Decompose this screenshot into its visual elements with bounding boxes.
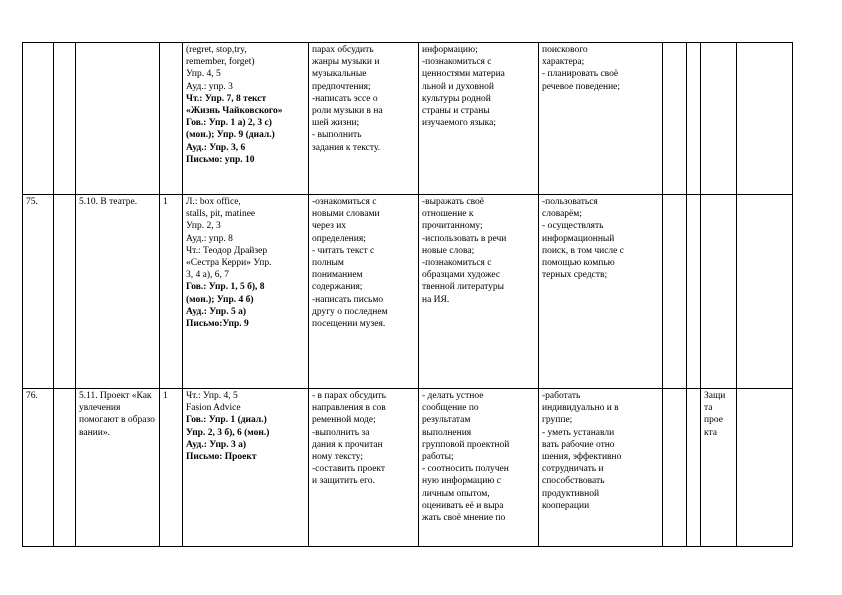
cell-personal-results bbox=[419, 389, 539, 547]
material-line: Чт.: Упр. 4, 5 bbox=[186, 391, 238, 401]
cell-line: информационный bbox=[542, 233, 615, 244]
table-row bbox=[23, 195, 793, 389]
material-line: Л.: box office, bbox=[186, 197, 241, 207]
material-line: Fasion Advice bbox=[186, 403, 241, 414]
cell-line: Защи bbox=[704, 391, 726, 401]
cell-personal-results bbox=[419, 195, 539, 389]
cell-material bbox=[183, 389, 309, 547]
cell-text: 1 bbox=[163, 391, 168, 401]
cell-line: кооперации bbox=[542, 500, 590, 511]
cell-line: культуры родной bbox=[422, 93, 491, 104]
cell-line: оценивать её и выра bbox=[422, 500, 504, 511]
cell-line: ценностями материа bbox=[422, 69, 505, 80]
material-line: (regret, stop,try, bbox=[186, 45, 247, 55]
cell-line: - выполнить bbox=[312, 130, 362, 141]
cell-meta-results bbox=[539, 43, 663, 195]
cell-line: выполнения bbox=[422, 427, 472, 438]
material-line: Гов.: Упр. 1, 5 б), 8 bbox=[186, 282, 265, 293]
cell-line: ному тексту; bbox=[312, 452, 364, 463]
cell-line: - делать устное bbox=[422, 391, 484, 401]
cell-blank bbox=[687, 43, 701, 195]
cell-line: направления в сов bbox=[312, 403, 386, 414]
cell-blank bbox=[687, 195, 701, 389]
cell-line: содержания; bbox=[312, 282, 363, 293]
cell-line: 5.11. Проект «Как bbox=[79, 391, 152, 401]
cell-line: помогают в образо bbox=[79, 415, 155, 426]
cell-line: -пользоваться bbox=[542, 197, 598, 207]
cell-line: вании». bbox=[79, 427, 110, 438]
table-body bbox=[23, 43, 793, 547]
cell-line: речевое поведение; bbox=[542, 81, 621, 92]
cell-line: кта bbox=[704, 427, 717, 438]
cell-personal-results bbox=[419, 43, 539, 195]
cell-line: прочитанному; bbox=[422, 221, 483, 232]
cell-line: -выполнить за bbox=[312, 427, 370, 438]
cell-line: парах обсудить bbox=[312, 45, 374, 55]
material-line: Письмо: упр. 10 bbox=[186, 154, 255, 165]
cell-control bbox=[701, 195, 737, 389]
cell-topic bbox=[76, 195, 160, 389]
cell-line: личным опытом, bbox=[422, 488, 490, 499]
cell-line: новые слова; bbox=[422, 245, 475, 256]
cell-line: полным bbox=[312, 258, 344, 269]
cell-line: -выражать своё bbox=[422, 197, 484, 207]
cell-line: страны и страны bbox=[422, 106, 490, 117]
material-line: Гов.: Упр. 1 а) 2, 3 с) bbox=[186, 118, 272, 129]
cell-material bbox=[183, 195, 309, 389]
material-line: Ауд.: Упр. 3 а) bbox=[186, 439, 246, 450]
material-line: «Сестра Керри» Упр. bbox=[186, 258, 272, 269]
cell-line: продуктивной bbox=[542, 488, 600, 499]
material-line: Ауд.: упр. 3 bbox=[186, 81, 233, 92]
cell-hours bbox=[160, 43, 183, 195]
table-row bbox=[23, 43, 793, 195]
cell-blank bbox=[737, 43, 793, 195]
cell-line: образцами художес bbox=[422, 270, 501, 281]
cell-line: на ИЯ. bbox=[422, 294, 450, 305]
cell-line: результатам bbox=[422, 415, 471, 426]
cell-line: другу о последнем bbox=[312, 306, 388, 317]
material-line: Ауд.: упр. 8 bbox=[186, 233, 233, 244]
cell-line: -познакомиться с bbox=[422, 57, 492, 68]
cell-line: та bbox=[704, 403, 713, 414]
cell-subject-results bbox=[309, 389, 419, 547]
cell-line: работы; bbox=[422, 452, 454, 463]
cell-number bbox=[23, 389, 54, 547]
material-line: Упр. 2, 3 bbox=[186, 221, 221, 232]
cell-line: твенной литературы bbox=[422, 282, 504, 293]
cell-line: 5.10. В театре. bbox=[79, 197, 138, 207]
cell-line: - читать текст с bbox=[312, 245, 375, 256]
cell-blank bbox=[54, 43, 76, 195]
material-line: stalls, pit, matinee bbox=[186, 209, 256, 220]
cell-line: -использовать в речи bbox=[422, 233, 507, 244]
cell-line: льной и духовной bbox=[422, 81, 494, 92]
cell-line: - в парах обсудить bbox=[312, 391, 387, 401]
cell-line: и защитить его. bbox=[312, 476, 375, 487]
cell-subject-results bbox=[309, 195, 419, 389]
cell-number bbox=[23, 195, 54, 389]
cell-line: информацию; bbox=[422, 45, 478, 55]
material-line: remember, forget) bbox=[186, 57, 255, 68]
cell-line: поискового bbox=[542, 45, 588, 55]
cell-topic bbox=[76, 389, 160, 547]
cell-line: индивидуально и в bbox=[542, 403, 619, 414]
cell-meta-results bbox=[539, 195, 663, 389]
cell-line: групповой проектной bbox=[422, 439, 510, 450]
cell-line: определения; bbox=[312, 233, 366, 244]
cell-line: характера; bbox=[542, 57, 585, 68]
cell-line: увлечения bbox=[79, 403, 121, 414]
lesson-plan-table bbox=[22, 42, 793, 547]
cell-line: отношение к bbox=[422, 209, 474, 220]
cell-line: -работать bbox=[542, 391, 581, 401]
cell-line: пониманием bbox=[312, 270, 363, 281]
cell-control bbox=[701, 43, 737, 195]
cell-line: через их bbox=[312, 221, 347, 232]
material-line: Чт.: Теодор Драйзер bbox=[186, 245, 268, 256]
material-line: Гов.: Упр. 1 (диал.) bbox=[186, 415, 267, 426]
cell-topic bbox=[76, 43, 160, 195]
cell-line: сотрудничать и bbox=[542, 464, 604, 475]
material-line: Упр. 2, 3 б), 6 (мон.) bbox=[186, 427, 270, 438]
material-line: «Жизнь Чайковского» bbox=[186, 106, 283, 117]
cell-line: шения, эффективно bbox=[542, 452, 622, 463]
cell-line: -написать письмо bbox=[312, 294, 384, 305]
cell-line: шей жизни; bbox=[312, 118, 360, 129]
material-line: 3, 4 а), 6, 7 bbox=[186, 270, 230, 281]
cell-line: способствовать bbox=[542, 476, 605, 487]
material-line: (мон.); Упр. 4 б) bbox=[186, 294, 254, 305]
cell-line: - осуществлять bbox=[542, 221, 604, 232]
cell-line: поиск, в том числе с bbox=[542, 245, 624, 256]
cell-line: терных средств; bbox=[542, 270, 608, 281]
material-line: Ауд.: Упр. 5 а) bbox=[186, 306, 246, 317]
material-line: Ауд.: Упр. 3, 6 bbox=[186, 142, 246, 153]
cell-line: ную информацию с bbox=[422, 476, 502, 487]
cell-number bbox=[23, 43, 54, 195]
cell-line: жанры музыки и bbox=[312, 57, 380, 68]
cell-material bbox=[183, 43, 309, 195]
cell-line: жать своё мнение по bbox=[422, 513, 506, 524]
table-row bbox=[23, 389, 793, 547]
cell-line: помощью компью bbox=[542, 258, 615, 269]
cell-line: - уметь устанавли bbox=[542, 427, 615, 438]
cell-line: прое bbox=[704, 415, 723, 426]
cell-line: посещении музея. bbox=[312, 319, 386, 330]
cell-meta-results bbox=[539, 389, 663, 547]
cell-blank bbox=[737, 389, 793, 547]
cell-hours bbox=[160, 195, 183, 389]
cell-line: дания к прочитан bbox=[312, 439, 383, 450]
cell-line: ременной моде; bbox=[312, 415, 376, 426]
cell-line: сообщение по bbox=[422, 403, 479, 414]
cell-hours bbox=[160, 389, 183, 547]
cell-line: -составить проект bbox=[312, 464, 386, 475]
cell-line: - соотносить получен bbox=[422, 464, 509, 475]
cell-control bbox=[701, 389, 737, 547]
material-line: Письмо:Упр. 9 bbox=[186, 319, 249, 330]
cell-text: 1 bbox=[163, 197, 168, 207]
material-line: (мон.); Упр. 9 (диал.) bbox=[186, 130, 275, 141]
cell-line: словарём; bbox=[542, 209, 582, 220]
cell-subject-results bbox=[309, 43, 419, 195]
cell-line: задания к тексту. bbox=[312, 142, 381, 153]
cell-line: группе; bbox=[542, 415, 573, 426]
material-line: Чт.: Упр. 7, 8 текст bbox=[186, 93, 267, 104]
material-line: Письмо: Проект bbox=[186, 452, 257, 463]
cell-line: изучаемого языка; bbox=[422, 118, 496, 129]
cell-line: -написать эссе о bbox=[312, 93, 378, 104]
cell-line: -ознакомиться с bbox=[312, 197, 377, 207]
cell-blank bbox=[54, 195, 76, 389]
material-line: Упр. 4, 5 bbox=[186, 69, 221, 80]
cell-blank bbox=[737, 195, 793, 389]
cell-blank bbox=[687, 389, 701, 547]
cell-line: предпочтения; bbox=[312, 81, 371, 92]
cell-blank bbox=[663, 389, 687, 547]
cell-line: новыми словами bbox=[312, 209, 380, 220]
cell-text: 76. bbox=[26, 391, 38, 401]
cell-line: - планировать своё bbox=[542, 69, 619, 80]
cell-line: роли музыки в на bbox=[312, 106, 383, 117]
cell-line: вать рабочие отно bbox=[542, 439, 615, 450]
cell-line: музыкальные bbox=[312, 69, 367, 80]
cell-blank bbox=[54, 389, 76, 547]
cell-text: 75. bbox=[26, 197, 38, 207]
cell-line: -познакомиться с bbox=[422, 258, 492, 269]
cell-blank bbox=[663, 195, 687, 389]
cell-blank bbox=[663, 43, 687, 195]
